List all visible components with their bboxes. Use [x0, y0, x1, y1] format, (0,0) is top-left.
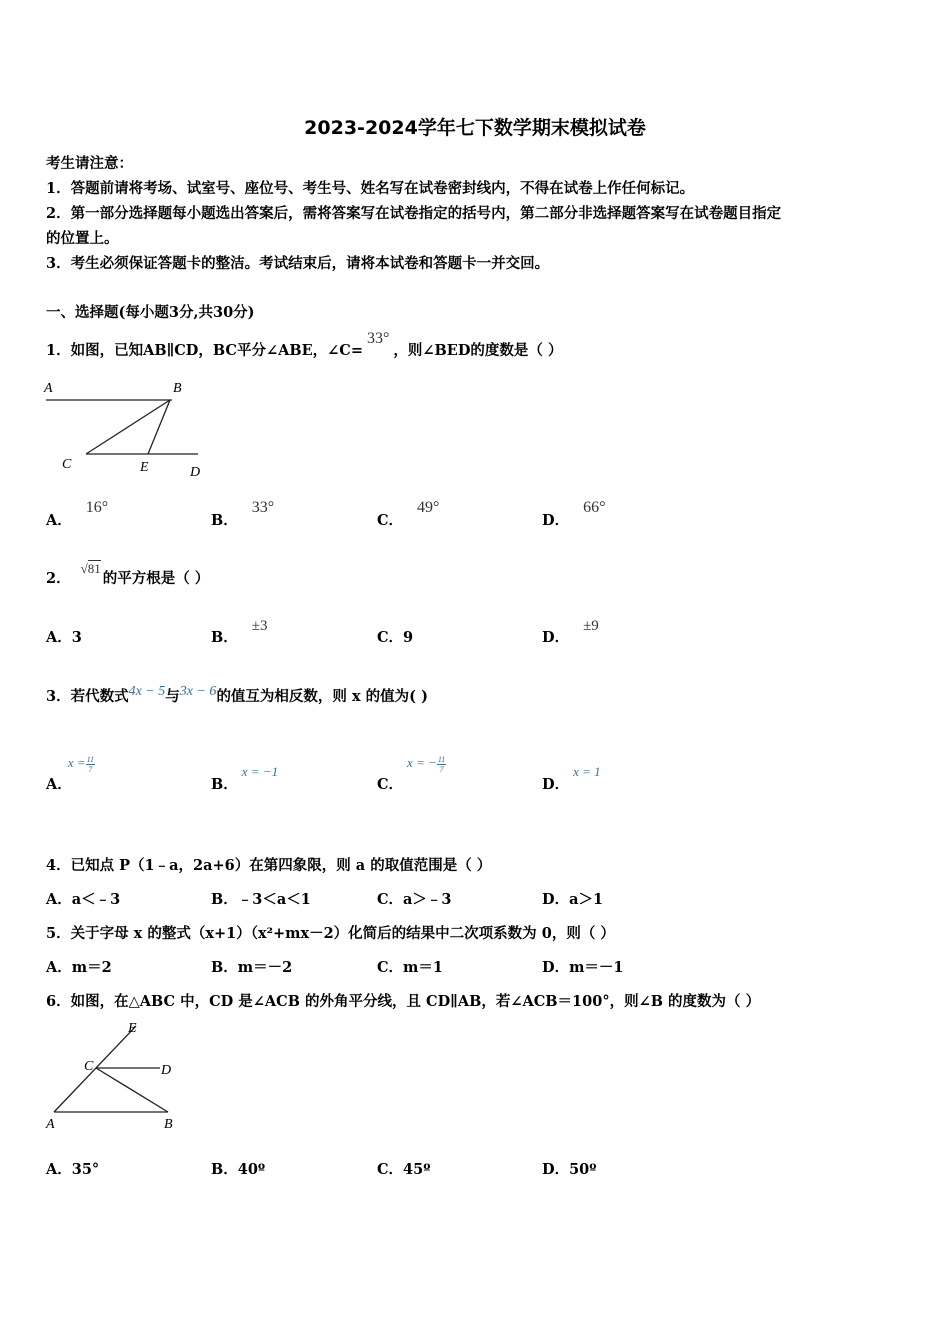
q6-option-d[interactable]: D．50º [542, 1161, 597, 1178]
q3-stem-post: 的值互为相反数，则 x 的值为( ) [216, 688, 428, 705]
q1-stem-pre: 1．如图，已知AB∥CD，BC平分∠ABE，∠C= [46, 342, 363, 359]
q6-fig-label-b: B [164, 1117, 173, 1132]
q4-option-c[interactable]: C．a＞﹣3 [377, 891, 452, 908]
option-letter: D． [542, 776, 570, 793]
q2-stem [46, 561, 210, 588]
option-letter: D． [542, 629, 570, 646]
q1-option-b[interactable] [211, 499, 275, 530]
q1-fig-label-d: D [190, 465, 201, 480]
option-value: 66° [583, 499, 606, 516]
q1-stem [46, 330, 563, 360]
q3-option-a[interactable] [46, 754, 99, 796]
q2-option-a[interactable] [46, 626, 82, 647]
q3-option-b[interactable] [211, 764, 279, 794]
option-letter: C． [377, 629, 404, 646]
q6-stem: 6．如图，在△ABC 中，CD 是∠ACB 的外角平分线，且 CD∥AB，若∠ACB＝100°，则∠B 的度数为（ ） [46, 993, 761, 1010]
notice-item-2: 2．第一部分选择题每小题选出答案后，需将答案写在试卷指定的括号内，第二部分非选择题答案写在试卷题目指定 [46, 205, 782, 222]
option-letter: A． [46, 629, 72, 646]
option-value: ±3 [251, 618, 268, 634]
notice-item-1: 1．答题前请将考场、试室号、座位号、考生号、姓名写在试卷密封线内，不得在试卷上作任何标记。 [46, 180, 695, 197]
option-value: x = 1 [573, 764, 601, 779]
q6-fig-label-c: C [84, 1059, 94, 1074]
section-heading: 一、选择题(每小题3分,共30分) [46, 304, 255, 321]
q4-stem: 4．已知点 P（1﹣a，2a+6）在第四象限，则 a 的取值范围是（ ） [46, 857, 492, 874]
option-value: x = −1 [241, 764, 279, 779]
q2-option-b[interactable] [211, 618, 268, 647]
option-letter: B． [211, 512, 238, 529]
q1-stem-post: ，则∠BED的度数是（ ） [393, 342, 563, 359]
option-letter: B． [211, 629, 238, 646]
option-value: 16° [85, 499, 109, 516]
option-letter: C． [377, 512, 404, 529]
q6-fig-label-e: E [128, 1021, 137, 1036]
q5-option-a[interactable]: A．m＝2 [46, 959, 112, 976]
option-letter: A． [46, 776, 72, 793]
q1-option-d[interactable] [542, 499, 606, 530]
q6-option-c[interactable]: C．45º [377, 1161, 431, 1178]
q1-figure [40, 376, 210, 481]
q5-option-b[interactable]: B．m＝－2 [211, 959, 293, 976]
option-value: 33° [251, 499, 275, 516]
q6-option-b[interactable]: B．40º [211, 1161, 266, 1178]
q1-fig-label-c: C [62, 457, 72, 472]
q6-option-a[interactable]: A．35° [46, 1161, 100, 1178]
option-lhs: x = − [407, 755, 437, 770]
q2-stem-post: 的平方根是（ ） [102, 570, 210, 587]
option-letter: D． [542, 512, 570, 529]
q6-fig-label-a: A [46, 1117, 55, 1132]
q2-option-c[interactable] [377, 626, 413, 647]
notice-item-3: 3．考生必须保证答题卡的整洁。考试结束后，请将本试卷和答题卡一并交回。 [46, 255, 550, 272]
q4-option-a[interactable]: A．a＜﹣3 [46, 891, 121, 908]
q5-stem: 5．关于字母 x 的整式（x+1）（x²+mx－2）化简后的结果中二次项系数为 0，则（ ） [46, 925, 615, 942]
q3-option-d[interactable] [542, 764, 601, 794]
fraction-denominator: 7 [439, 764, 444, 774]
notice-item-2-cont: 的位置上。 [46, 230, 119, 247]
option-value: 3 [71, 629, 82, 646]
q1-fig-label-b: B [173, 381, 182, 396]
q4-option-d[interactable]: D．a＞1 [542, 891, 604, 908]
q3-stem [46, 685, 428, 706]
option-letter: A． [46, 512, 72, 529]
q2-number: 2． [46, 570, 71, 587]
q3-stem-mid: 与 [165, 688, 180, 705]
option-value: 9 [403, 629, 414, 646]
q1-angle-value: 33° [367, 330, 390, 347]
q3-option-c[interactable] [377, 754, 446, 796]
q3-expr-1: 4x − 5 [128, 684, 166, 699]
fraction-numerator: 11 [437, 754, 446, 764]
q1-option-c[interactable] [377, 499, 440, 530]
q6-fig-label-d: D [161, 1063, 172, 1078]
sqrt-icon: √81 [80, 561, 101, 576]
option-lhs: x = [67, 755, 86, 770]
q3-stem-pre: 3．若代数式 [46, 688, 129, 705]
q2-radicand: 81 [87, 561, 101, 576]
q3-expr-2: 3x − 6 [179, 684, 217, 699]
notice-heading: 考生请注意： [46, 155, 133, 172]
q5-option-d[interactable]: D．m＝－1 [542, 959, 624, 976]
page-title: 2023-2024学年七下数学期末模拟试卷 [304, 117, 646, 139]
q1-option-a[interactable] [46, 499, 109, 530]
q1-fig-label-a: A [44, 381, 53, 396]
q2-option-d[interactable] [542, 618, 599, 647]
q1-fig-label-e: E [140, 460, 149, 475]
option-value: ±9 [583, 618, 599, 634]
fraction-denominator: 7 [88, 764, 93, 774]
q5-option-c[interactable]: C．m＝1 [377, 959, 443, 976]
option-letter: B． [211, 776, 238, 793]
option-value: 49° [417, 499, 440, 516]
fraction-numerator: 11 [86, 754, 94, 764]
q4-option-b[interactable]: B．﹣3＜a＜1 [211, 891, 311, 908]
q6-figure [40, 1016, 190, 1134]
option-letter: C． [377, 776, 404, 793]
